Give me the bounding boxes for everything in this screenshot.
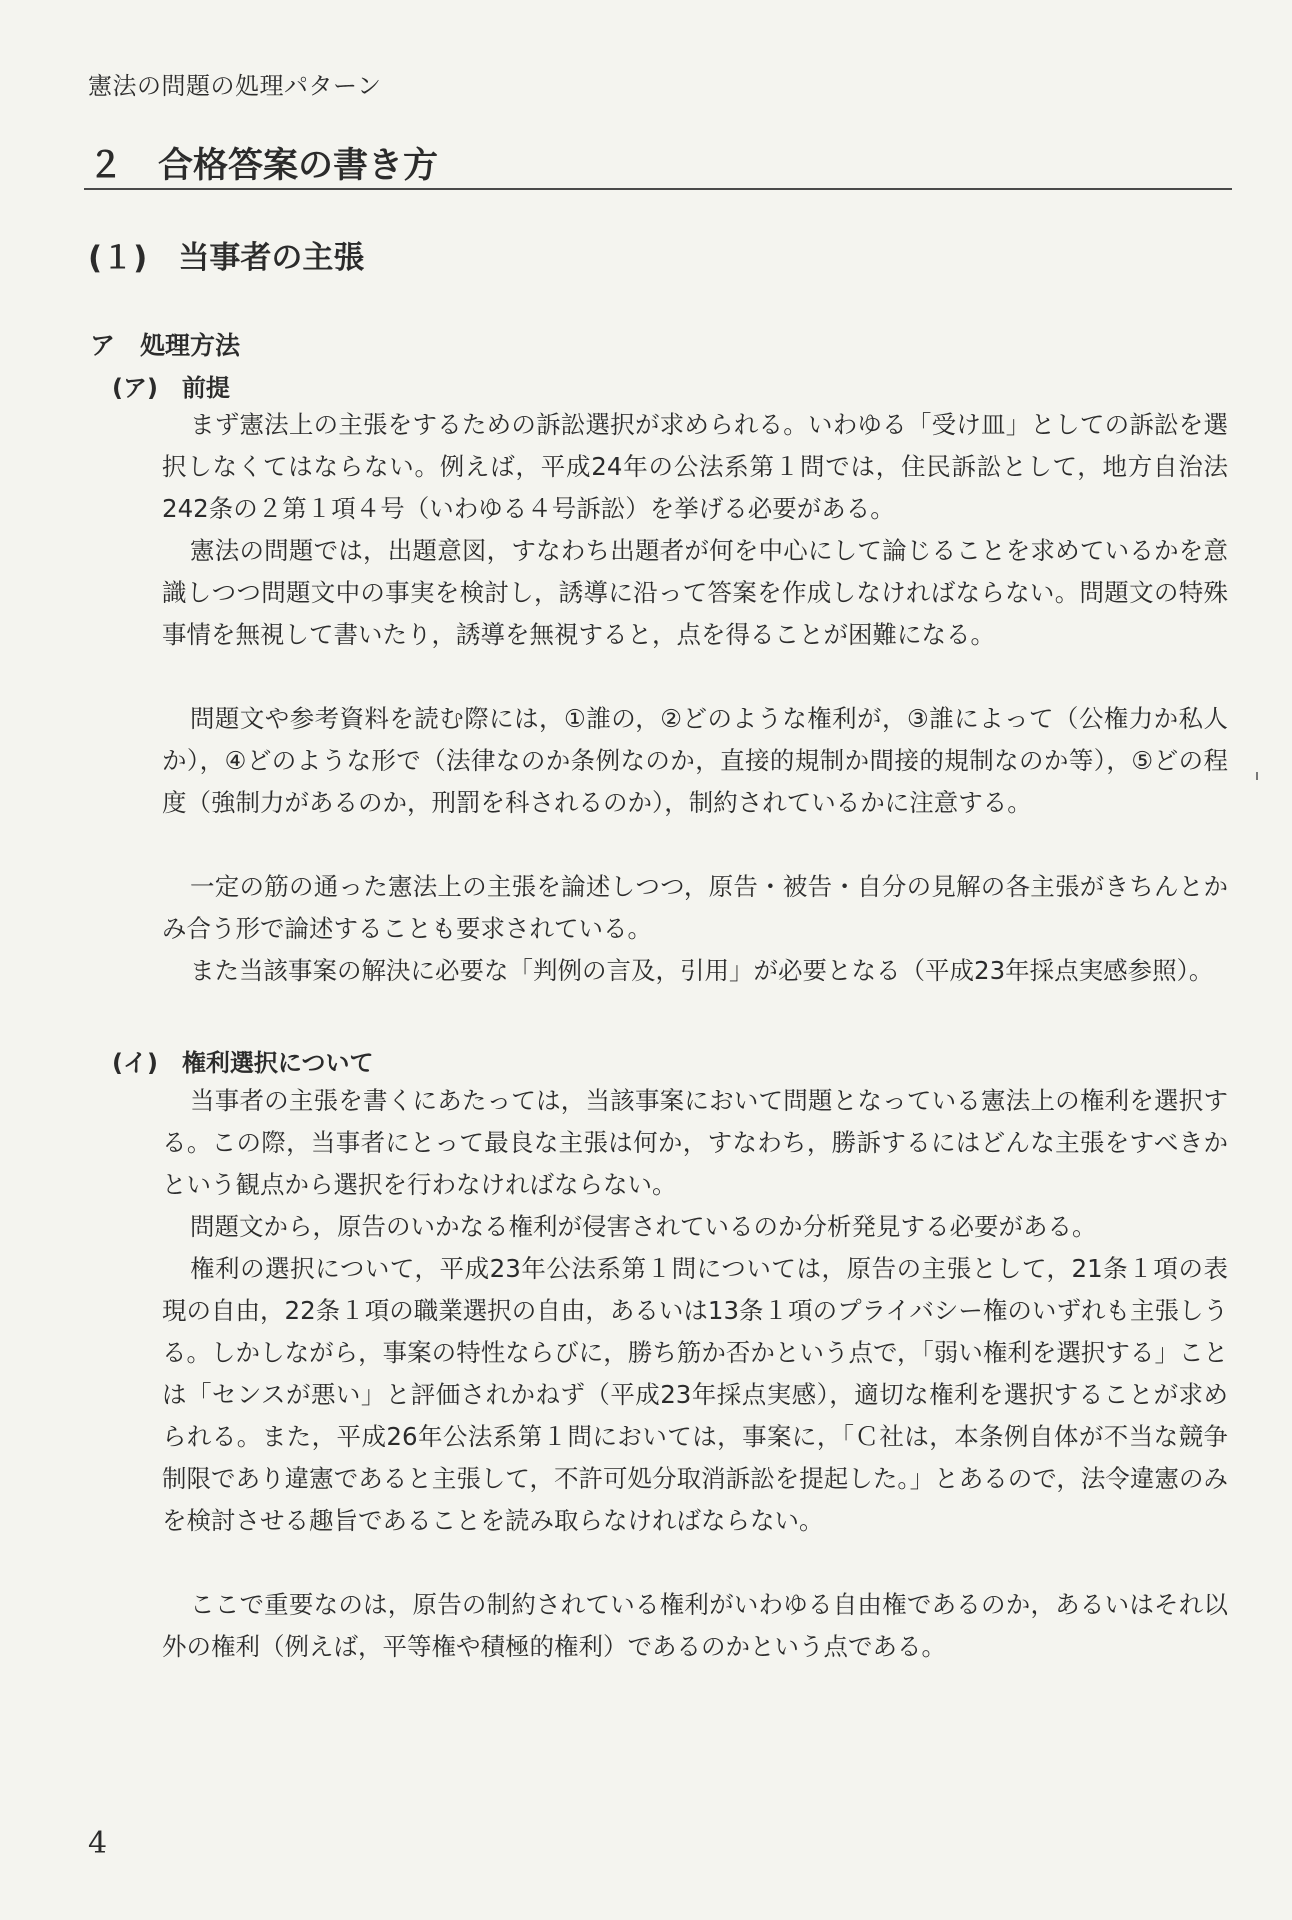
subsection-title: ア 処理方法	[90, 331, 241, 360]
paragraph: ここで重要なのは，原告の制約されている権利がいわゆる自由権であるのか，あるいはそれ以外の権利（例えば，平等権や積極的権利）であるのかという点である。	[162, 1590, 1228, 1661]
running-header: 憲法の問題の処理パターン	[88, 72, 382, 100]
paragraph: 問題文や参考資料を読む際には，①誰の，②どのような権利が，③誰によって（公権力か私人か），④どのような形で（法律なのか条例なのか，直接的規制か間接的規制なのか等），⑤どの程度（強制力があるのか，刑罰を科されるのか），制約されているかに注意する。	[162, 704, 1228, 817]
paragraph: また当該事案の解決に必要な「判例の言及，引用」が必要となる（平成23年採点実感参照）。	[190, 956, 1214, 985]
section-title: (１) 当事者の主張	[88, 240, 365, 276]
chapter-title: ２ 合格答案の書き方	[88, 146, 439, 186]
scan-mark	[1256, 772, 1258, 780]
page-number: 4	[88, 1826, 108, 1861]
item-heading-premise: (ア) 前提	[112, 374, 230, 402]
paragraph: 憲法の問題では，出題意図，すなわち出題者が何を中心にして論じることを求めているかを意識しつつ問題文中の事実を検討し，誘導に沿って答案を作成しなければならない。問題文の特殊事情を無視して書いたり，誘導を無視すると，点を得ることが困難になる。	[162, 536, 1228, 649]
chapter-divider	[84, 188, 1232, 190]
paragraph: 権利の選択について，平成23年公法系第１問については，原告の主張として，21条１項の表現の自由，22条１項の職業選択の自由，あるいは13条１項のプライバシー権のいずれも主張しうる。しかしながら，事案の特性ならびに，勝ち筋か否かという点で，「弱い権利を選択する」ことは「センスが悪い」と評価されかねず（平成23年採点実感），適切な権利を選択することが求められる。また，平成26年公法系第１問においては，事案に，「Ｃ社は，本条例自体が不当な競争制限であり違憲であると主張して，不許可処分取消訴訟を提起した。」とあるので，法令違憲のみを検討させる趣旨であることを読み取らなければならない。	[162, 1254, 1228, 1535]
paragraph: 問題文から，原告のいかなる権利が侵害されているのか分析発見する必要がある。	[190, 1212, 1097, 1241]
paragraph: 一定の筋の通った憲法上の主張を論述しつつ，原告・被告・自分の見解の各主張がきちんとかみ合う形で論述することも要求されている。	[162, 872, 1228, 943]
paragraph: 当事者の主張を書くにあたっては，当該事案において問題となっている憲法上の権利を選択する。この際，当事者にとって最良な主張は何か，すなわち，勝訴するにはどんな主張をすべきかという観点から選択を行わなければならない。	[162, 1086, 1228, 1199]
paragraph: まず憲法上の主張をするための訴訟選択が求められる。いわゆる「受け皿」としての訴訟を選択しなくてはならない。例えば，平成24年の公法系第１問では，住民訴訟として，地方自治法242条の２第１項４号（いわゆる４号訴訟）を挙げる必要がある。	[162, 410, 1228, 523]
item-heading-rights-selection: (イ) 権利選択について	[112, 1049, 374, 1077]
